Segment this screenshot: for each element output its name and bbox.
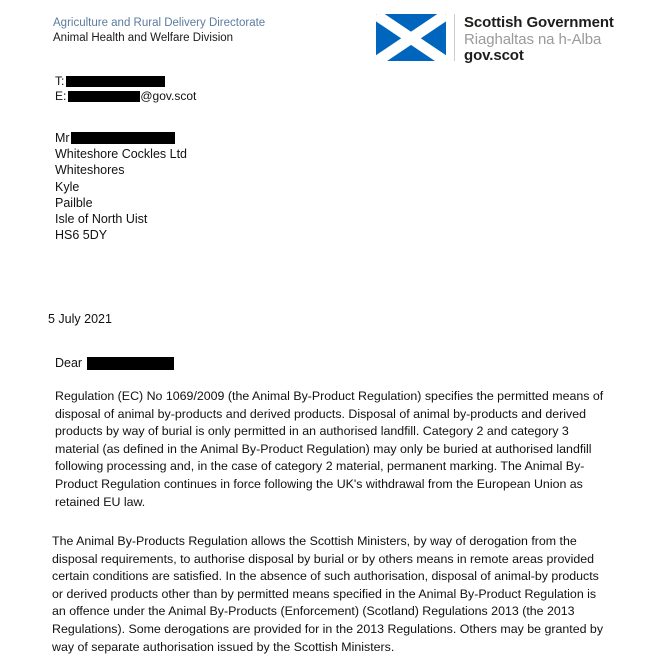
address-line: Kyle — [55, 179, 80, 194]
department-block — [53, 16, 265, 46]
logo-title-english: Scottish Government — [464, 14, 614, 31]
body-paragraph-2: The Animal By-Products Regulation allows the Scottish Ministers, by way of derogation from the disposal requirements, to authorise disposal by burial or by others means in remote areas provided certain conditions are satisfied. In the absence of such authorisation, disposal of animal-by products or derived products other than by permitted means specified in the Animal By-Product Regulation is an offence under the Animal By-Products (Enforcement) (Scotland) Regulations 2013 (the 2013 Regulations). Some derogations are provided for in the 2013 Regulations. Others may be granted by way of separate authorisation issued by the Scottish Ministers. — [52, 534, 604, 654]
logo-wordmark — [464, 14, 614, 65]
directorate-name: Agriculture and Rural Delivery Directorate — [53, 17, 266, 29]
recipient-address — [55, 130, 187, 243]
body-paragraph-1: Regulation (EC) No 1069/2009 (the Animal By-Product Regulation) specifies the permitted means of disposal of animal by-products and derived products. Disposal of animal by-products and derived products by way of burial is only permitted in an authorised landfill. Category 2 and category 3 material (as defined in the Animal By-Product Regulation) may only be buried at authorised landfill following processing and, in the case of category 2 material, permanent marking. The Animal By-Product Regulation continues in force following the UK's withdrawal from the European Union as retained EU law. — [55, 389, 604, 509]
scottish-government-logo — [376, 14, 614, 65]
salutation-greeting: Dear — [55, 356, 83, 370]
redaction-bar-recipient-name — [71, 132, 175, 144]
saltire-flag-icon — [376, 14, 446, 61]
division-name: Animal Health and Welfare Division — [53, 32, 234, 44]
letterhead — [0, 14, 646, 76]
redaction-bar-salutation-name — [87, 357, 174, 370]
letter-date: 5 July 2021 — [48, 312, 112, 326]
recipient-name-row — [55, 130, 187, 146]
redaction-bar-email — [68, 91, 140, 102]
email-domain: @gov.scot — [140, 89, 197, 103]
contact-details — [55, 74, 196, 104]
logo-title-gaelic: Riaghaltas na h-Alba — [464, 30, 602, 48]
recipient-title: Mr — [55, 131, 70, 145]
address-line: HS6 5DY — [55, 228, 108, 243]
telephone-label: T: — [55, 74, 65, 88]
telephone-row — [55, 74, 196, 89]
redaction-bar-telephone — [66, 76, 165, 87]
address-line: Pailble — [55, 195, 93, 210]
address-line: Isle of North Uist — [55, 212, 148, 226]
salutation — [55, 355, 174, 371]
email-row — [55, 89, 196, 104]
email-label: E: — [55, 89, 67, 103]
logo-domain: gov.scot — [464, 47, 524, 64]
address-line: Whiteshores — [55, 163, 125, 178]
logo-divider — [454, 14, 455, 61]
address-line: Whiteshore Cockles Ltd — [55, 147, 188, 162]
